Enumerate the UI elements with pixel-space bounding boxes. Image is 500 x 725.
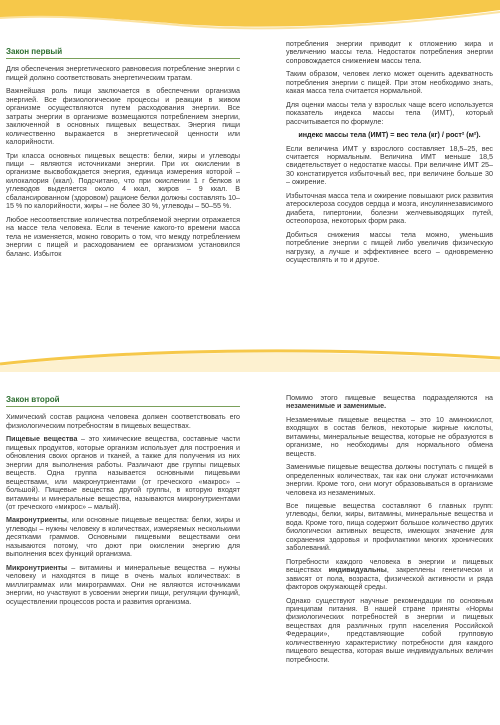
law2-paragraph	[286, 394, 493, 411]
law2-text: , или основные пищевые вещества: белки, жиры и углеводы – нужны человеку в количествах, измеряемых несколькими десятками граммов. Основными пищевыми веществами они называются потому, что доют при окислении энергию для выполнения всех функций организма.	[6, 516, 240, 559]
law2-column-right	[286, 394, 493, 669]
law2-intro: Химический состав рациона человека должен соответствовать его физиологическим потребностям в пищевых веществах.	[6, 413, 240, 430]
law2-column-left	[6, 396, 240, 611]
middle-wave-decoration	[0, 346, 500, 372]
law1-column-right	[286, 40, 493, 269]
term-micronutrients: Микронутриенты	[6, 563, 68, 572]
law1-intro: Для обеспечения энергетического равновесия потребление энергии с пищей должно соответствовать энергетическим тратам.	[6, 65, 240, 82]
law2-text: , закреплены генетически и зависят от пола, возраста, физической активности и ряда факторов окружающей среды.	[286, 566, 494, 592]
term-nutrients: Пищевые вещества	[6, 435, 78, 444]
law1-column-left	[6, 48, 240, 263]
law1-heading: Закон первый	[6, 48, 240, 59]
law1-paragraph: Важнейшая роль пищи заключается в обеспечении организма энергией. Все физиологические процессы и реакции в живом организме осуществляются путем расходования энергии. Все затраты энергии в организме возмещаются потреблением энергии, заключенной в основных пищевых веществах. Энергия пищи количественно выражается в энергетической ценности или калорийности.	[6, 87, 240, 147]
law2-paragraph	[6, 435, 240, 511]
law2-text: Потребности каждого человека в энергии и пищевых веществах	[286, 557, 493, 575]
bmi-formula: индекс массы тела (ИМТ) = вес тела (кг) / рост² (м²).	[298, 131, 481, 140]
law2-paragraph: Незаменимые пищевые вещества – это 10 аминокислот, входящих в состав белков, некоторые жирные кислоты, витамины, минеральные вещества, которые не образуются в организме, но необходимы для нормального обмена веществ.	[286, 415, 493, 458]
term-essential: незаменимые и заменимые.	[286, 402, 387, 411]
law1-paragraph: потребления энергии приводит к отложению жира и увеличению массы тела. Недостаток потребления энергии сопровождается снижением массы тела.	[286, 40, 493, 65]
law2-text: Помимо этого пищевые вещества подразделяются на	[286, 394, 493, 402]
law1-paragraph: Три класса основных пищевых веществ: белки, жиры и углеводы пищи – являются источниками энергии. При их окислении в организме высвобождается энергия, единица измерения которой – килокалория (ккал). Подсчитано, что при окислении 1 г белков и углеводов выделяется около 4 ккал, жиров – 9 ккал. В сбалансированном (здоровом) рационе белки должны составлять 10–15 % по калорийности, жиры – не более 30 %, углеводы – 50–55 %.	[6, 151, 240, 211]
top-wave-decoration	[0, 0, 500, 40]
law2-paragraph: Все пищевые вещества составляют 6 главных групп: углеводы, белки, жиры, витамины, минеральные вещества и вода. Кроме того, пища содержит большое количество других биологически активных веществ, имеющих значение для сохранения здоровья и профилактики многих хронических заболеваний.	[286, 501, 493, 553]
law1-paragraph: Добиться снижения массы тела можно, уменьшив потребление энергии с пищей либо увеличив физическую нагрузку, а лучше и эффективнее всего – одновременно осуществлять и то и другое.	[286, 230, 493, 264]
law2-paragraph	[286, 558, 493, 592]
term-individual: индивидуальны	[328, 566, 387, 575]
law1-paragraph: Для оценки массы тела у взрослых чаще всего используется показатель индекса массы тела (ИМТ), который рассчитывается по формуле:	[286, 100, 493, 126]
term-macronutrients: Макронутриенты	[6, 516, 67, 525]
law1-paragraph: Любое несоответствие количества потребляемой энергии отражается на массе тела человека. Если в течение какого-то времени масса тела не изменяется, можно говорить о том, что между потреблением энергии с пищей и расходованием ее организмом установился баланс. Избыток	[6, 215, 240, 258]
law1-paragraph: Таким образом, человек легко может оценить адекватность потребления энергии с пищей. При этом необходимо знать, какая масса тела считается нормальной.	[286, 70, 493, 96]
law2-text: – витамины и минеральные вещества – нужны человеку и находятся в пище в очень малых количествах: в миллиграммах или микрограммах. Они не являются источниками энергии, но участвуют в усвоении энергии пищи, регуляции функций, осуществлении процессов роста и развития организма.	[6, 563, 240, 606]
law2-heading: Закон второй	[6, 396, 240, 407]
law2-paragraph	[6, 516, 240, 558]
law1-paragraph: Если величина ИМТ у взрослого составляет 18,5–25, вес считается нормальным. Величина ИМТ меньше 18,5 свидетельствует о недостатке массы. При величине ИМТ 25–30 констатируется избыточный вес, при величине больше 30 – ожирение.	[286, 144, 493, 187]
law2-paragraph	[6, 564, 240, 606]
law2-text: – это химические вещества, составные части пищевых продуктов, которые организм использует для построения и обновления своих органов и тканей, а также для получения из них энергии для выполнения работы. Различают две группы пищевых веществ. Одна группа называется основными пищевыми веществами, или макронутриентами (от греческого «макрос» – большой). Пищевые вещества другой группы, в которую входят витамины и минеральные вещества, называются микронутриентами (от греческого «микрос» – малый).	[6, 435, 240, 511]
law1-paragraph: Избыточная масса тела и ожирение повышают риск развития атеросклероза сосудов сердца и мозга, инсулиннезависимого диабета, гипертонии, болезни желчевыводящих путей, остеопороза, некоторых форм рака.	[286, 191, 493, 226]
law2-paragraph: Заменимые пищевые вещества должны поступать с пищей в определенных количествах, так как они служат источниками энергии. Кроме того, они могут образовываться в организме человека из незаменимых.	[286, 463, 493, 497]
law2-paragraph: Однако существуют научные рекомендации по основным принципам питания. В нашей стране приняты «Нормы физиологических потребностей в энергии и пищевых веществах для различных групп населения Российской Федерации», представляющие собой групповую количественную характеристику потребности для каждого пищевого вещества, которая выше индивидуальных величин потребности.	[286, 596, 493, 664]
